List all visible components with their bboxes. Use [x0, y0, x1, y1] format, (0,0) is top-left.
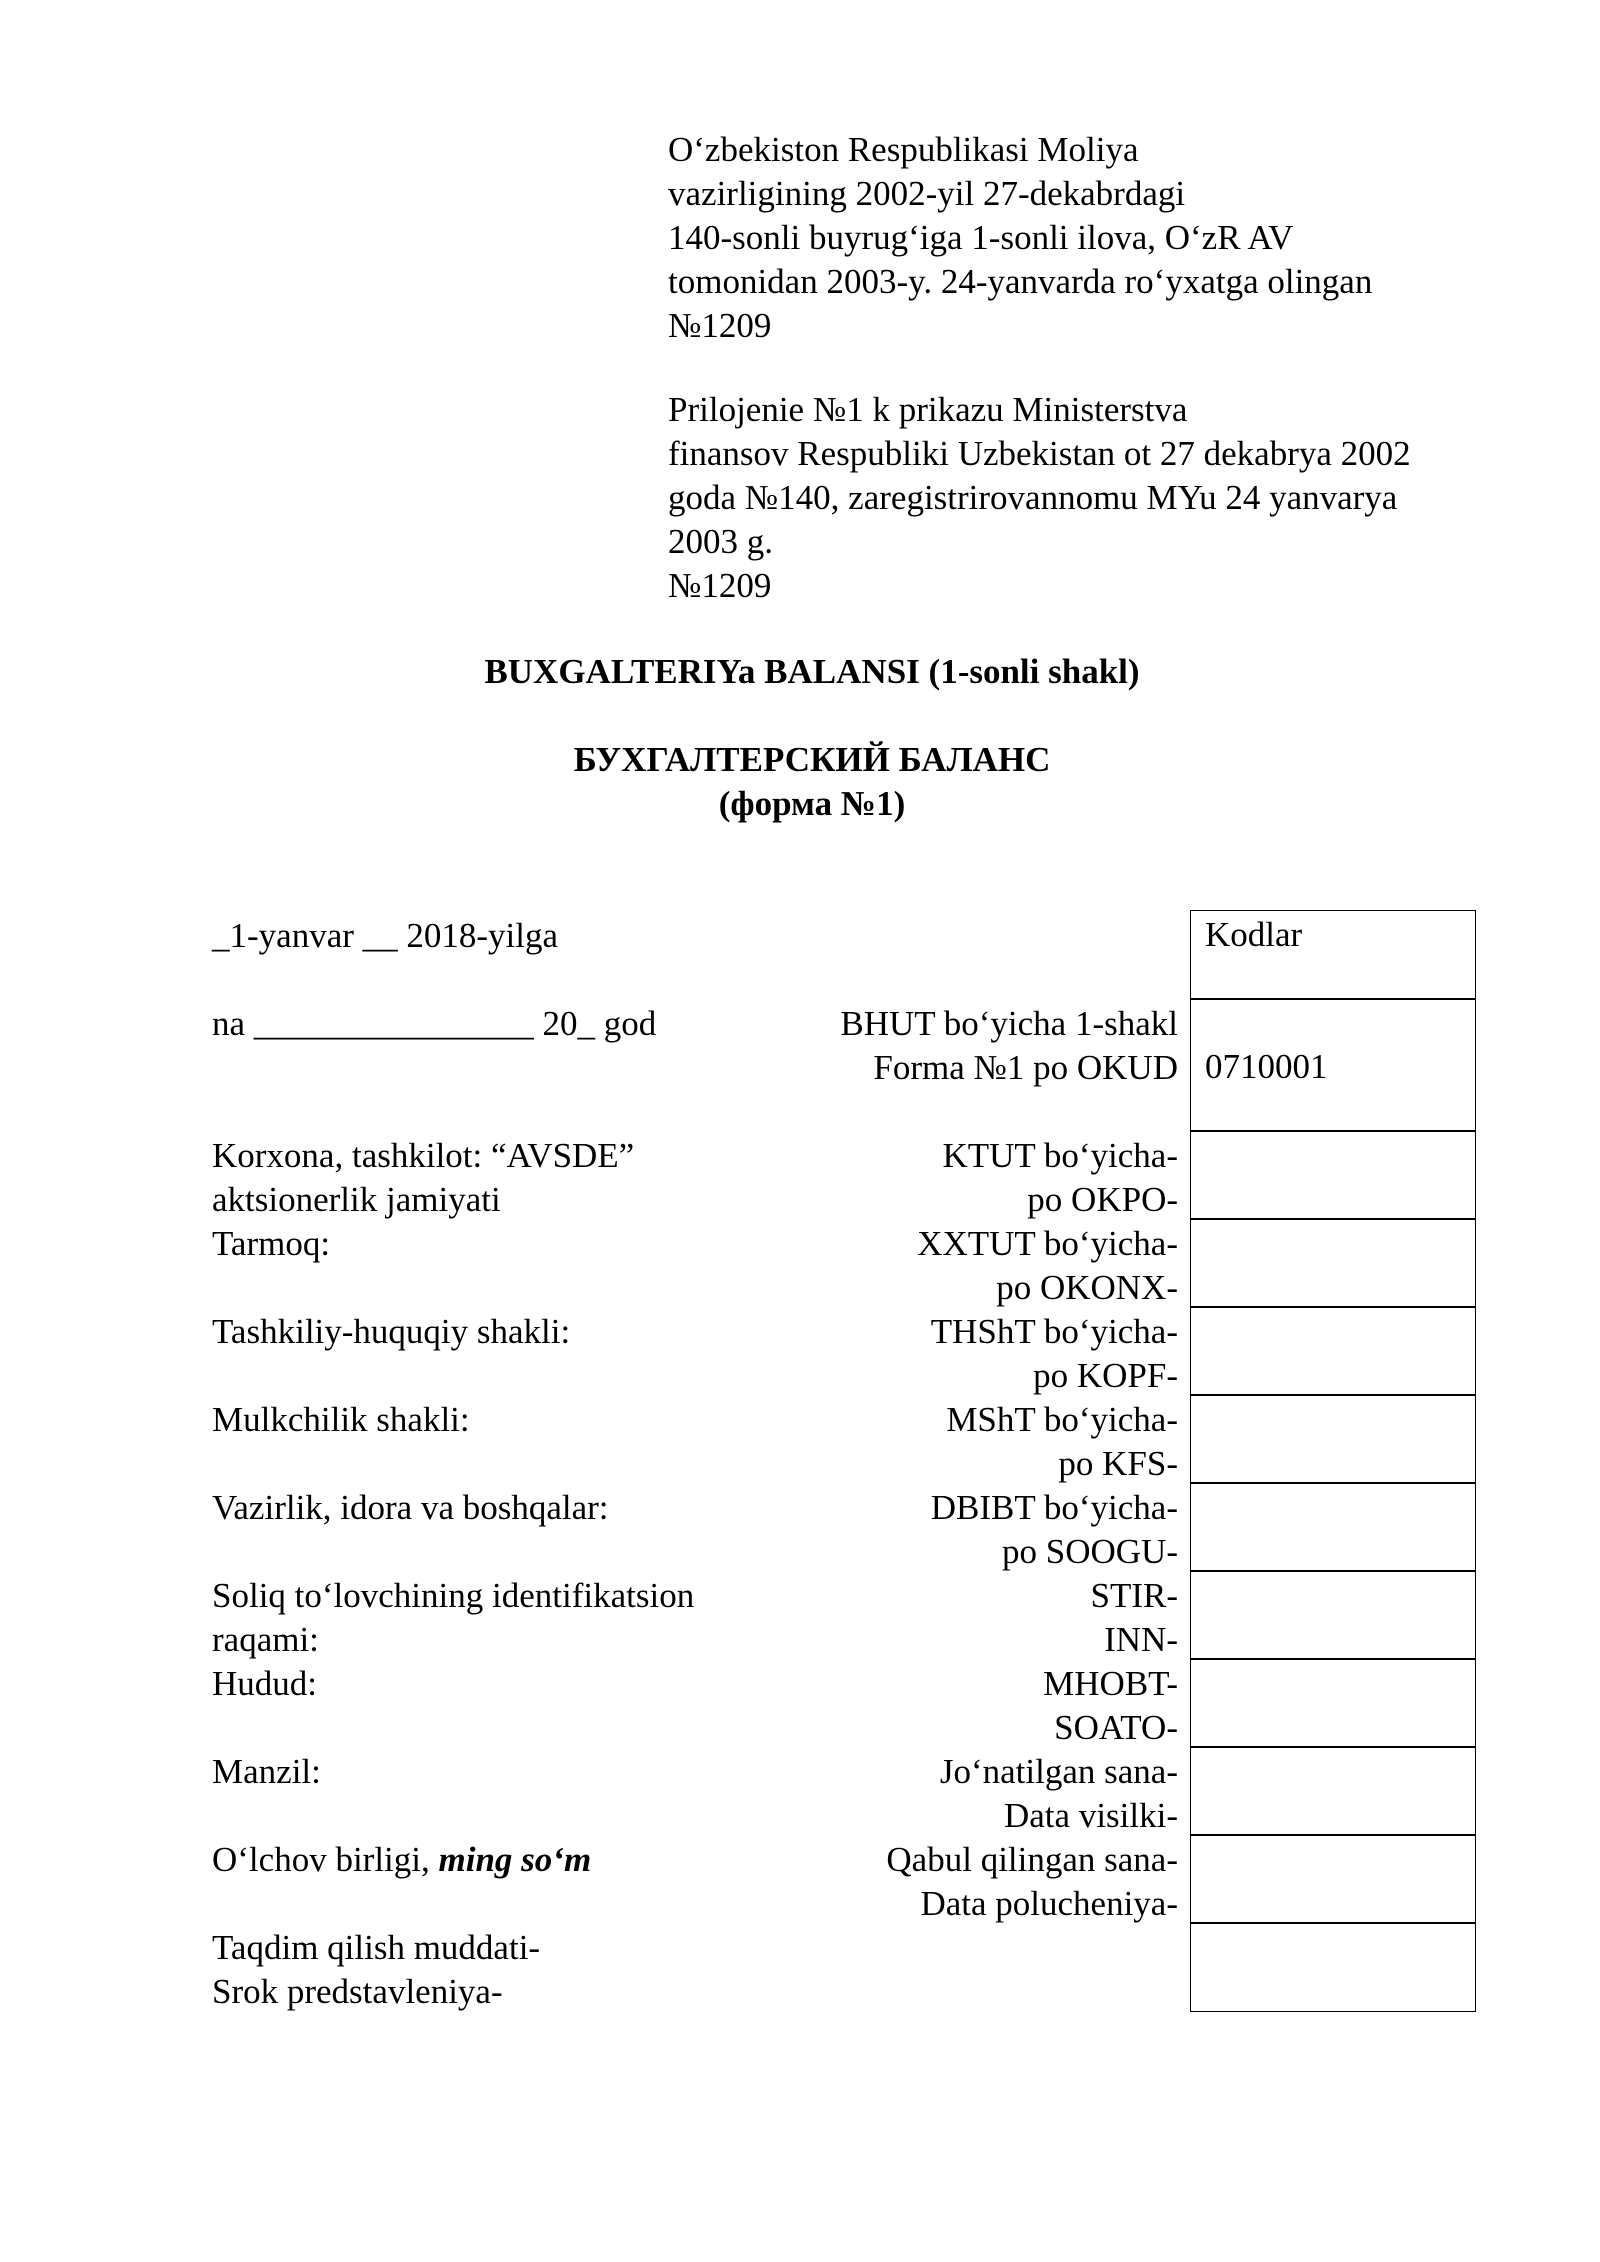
code-cell-soogu[interactable]	[1190, 1482, 1476, 1572]
code-label: po OKONX-	[996, 1268, 1178, 1307]
code-label-kopf	[760, 1310, 1178, 1398]
field-label: Manzil:	[212, 1752, 321, 1791]
codes-header-cell	[1190, 910, 1476, 1000]
document-subtitle-ru: (форма №1)	[718, 784, 906, 823]
code-label: SOATO-	[1054, 1708, 1178, 1747]
date-line-ru-text: na ________________ 20_ god	[212, 1004, 657, 1043]
code-cell-kopf[interactable]	[1190, 1306, 1476, 1396]
okud-label	[760, 1002, 1178, 1090]
code-cell-kfs[interactable]	[1190, 1394, 1476, 1484]
code-label-kfs	[760, 1398, 1178, 1486]
code-label-sent-date	[760, 1750, 1178, 1838]
field-label: Soliq toʻlovchining identifikatsion	[212, 1576, 695, 1615]
code-cell-okonx[interactable]	[1190, 1218, 1476, 1308]
okud-label-ru: Forma №1 po OKUD	[873, 1048, 1178, 1087]
code-label: DBIBT boʻyicha-	[930, 1488, 1178, 1527]
field-label: Taqdim qilish muddati-	[212, 1928, 541, 1967]
unit-value: ming soʻm	[438, 1840, 592, 1879]
header-ru-line: 2003 g.	[668, 522, 773, 561]
field-label: Tarmoq:	[212, 1224, 331, 1263]
document-title-uz: BUXGALTERIYa BALANSI (1-sonli shakl)	[484, 652, 1140, 691]
field-address	[212, 1750, 732, 1794]
header-note-uz	[668, 128, 1372, 348]
field-organization	[212, 1134, 732, 1222]
code-label-soogu	[760, 1486, 1178, 1574]
header-ru-line: Prilojenie №1 k prikazu Ministerstva	[668, 390, 1188, 429]
field-label: Hudud:	[212, 1664, 317, 1703]
code-label: THShT boʻyicha-	[930, 1312, 1178, 1351]
code-label: Data polucheniya-	[920, 1884, 1178, 1923]
code-label: INN-	[1104, 1620, 1178, 1659]
code-label: po OKPO-	[1027, 1180, 1178, 1219]
code-label: STIR-	[1090, 1576, 1178, 1615]
field-label: Mulkchilik shakli:	[212, 1400, 470, 1439]
date-line-ru	[212, 1002, 732, 1046]
header-uz-line: Oʻzbekiston Respublikasi Moliya	[668, 130, 1139, 169]
field-ministry	[212, 1486, 732, 1530]
header-uz-line: №1209	[668, 306, 772, 345]
field-taxpayer-id	[212, 1574, 732, 1662]
header-uz-line: tomonidan 2003-y. 24-yanvarda roʻyxatga olingan	[668, 262, 1373, 301]
header-ru-line: finansov Respubliki Uzbekistan ot 27 dekabrya 2002	[668, 434, 1411, 473]
code-label: Joʻnatilgan sana-	[939, 1752, 1178, 1791]
header-note-ru	[668, 388, 1411, 608]
field-label: aktsionerlik jamiyati	[212, 1180, 501, 1219]
field-label-unit	[212, 1838, 732, 1882]
field-ownership-form	[212, 1398, 732, 1442]
code-label: Data visilki-	[1004, 1796, 1178, 1835]
date-line-uz	[212, 914, 732, 958]
code-cell-deadline[interactable]	[1190, 1922, 1476, 2012]
field-label: Tashkiliy-huquqiy shakli:	[212, 1312, 571, 1351]
code-label: MShT boʻyicha-	[946, 1400, 1178, 1439]
field-unit	[212, 1838, 732, 1882]
field-label: Vazirlik, idora va boshqalar:	[212, 1488, 609, 1527]
codes-header: Kodlar	[1205, 915, 1303, 954]
header-ru-line: goda №140, zaregistrirovannomu MYu 24 yanvarya	[668, 478, 1398, 517]
field-industry	[212, 1222, 732, 1266]
code-label: Qabul qilingan sana-	[886, 1840, 1178, 1879]
code-label-received-date	[760, 1838, 1178, 1926]
code-cell-soato[interactable]	[1190, 1658, 1476, 1748]
field-label: raqami:	[212, 1620, 319, 1659]
code-label: po SOOGU-	[1002, 1532, 1178, 1571]
code-label: po KFS-	[1058, 1444, 1178, 1483]
code-label: XXTUT boʻyicha-	[917, 1224, 1178, 1263]
document-title-ru: БУХГАЛТЕРСКИЙ БАЛАНС	[573, 740, 1051, 779]
field-region	[212, 1662, 732, 1706]
code-label-okonx	[760, 1222, 1178, 1310]
field-legal-form	[212, 1310, 732, 1354]
form-code: 0710001	[1205, 1047, 1328, 1086]
form-code-cell[interactable]	[1190, 998, 1476, 1132]
code-cell-received-date[interactable]	[1190, 1834, 1476, 1924]
header-uz-line: 140-sonli buyrugʻiga 1-sonli ilova, OʻzR AV	[668, 218, 1294, 257]
code-cell-okpo[interactable]	[1190, 1130, 1476, 1220]
code-label: MHOBT-	[1043, 1664, 1178, 1703]
date-line-uz-text: _1-yanvar __ 2018-yilga	[212, 916, 559, 955]
code-label: po KOPF-	[1033, 1356, 1178, 1395]
field-label: Srok predstavleniya-	[212, 1972, 503, 2011]
code-label-okpo	[760, 1134, 1178, 1222]
code-cell-inn[interactable]	[1190, 1570, 1476, 1660]
code-label-soato	[760, 1662, 1178, 1750]
code-label-inn	[760, 1574, 1178, 1662]
code-cell-sent-date[interactable]	[1190, 1746, 1476, 1836]
unit-prefix: Oʻlchov birligi,	[212, 1840, 439, 1879]
header-ru-line: №1209	[668, 566, 772, 605]
field-label: Korxona, tashkilot: “AVSDE”	[212, 1136, 635, 1175]
header-uz-line: vazirligining 2002-yil 27-dekabrdagi	[668, 174, 1186, 213]
field-deadline	[212, 1926, 732, 2014]
code-label: KTUT boʻyicha-	[942, 1136, 1178, 1175]
okud-label-uz: BHUT boʻyicha 1-shakl	[840, 1004, 1178, 1043]
